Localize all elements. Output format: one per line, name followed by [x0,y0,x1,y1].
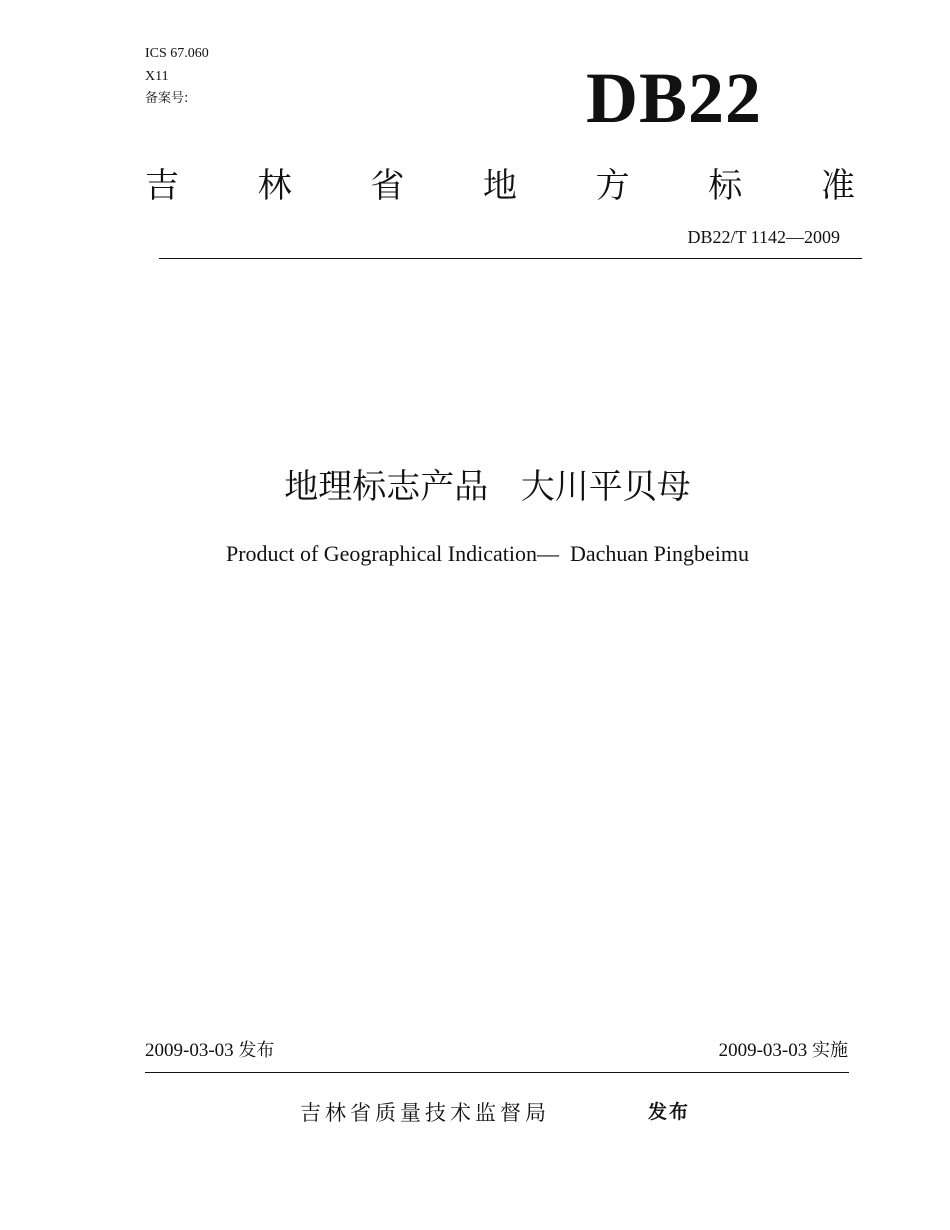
top-divider [159,258,862,259]
standard-type-char: 准 [820,166,855,206]
standard-type-char: 方 [595,166,630,206]
standard-code-heading: DB22 [586,58,763,138]
ics-code: ICS 67.060 [145,46,209,61]
standard-type-char: 省 [370,166,405,206]
standard-type-char: 吉 [145,166,179,206]
implementation-date-line [719,1039,848,1063]
standard-type-char: 标 [708,166,743,206]
classification-code: X11 [145,69,169,84]
issue-label: 发布 [238,1040,275,1061]
publisher-action: 发布 [648,1101,691,1123]
standard-type-title [145,162,855,210]
standard-number: DB22/T 1142—2009 [687,227,840,247]
standard-type-char: 林 [257,166,292,206]
issue-date-line [145,1039,274,1063]
issue-date: 2009-03-03 [145,1040,234,1061]
implementation-date: 2009-03-03 [718,1040,808,1061]
record-number-label: 备案号: [145,91,189,106]
implementation-label: 实施 [812,1040,848,1061]
document-title-english: Product of Geographical Indication— Dachuan Pingbeimu [226,541,749,566]
document-title-chinese: 地理标志产品 大川平贝母 [284,467,691,507]
standard-type-char: 地 [482,166,517,206]
bottom-divider [145,1072,849,1073]
publisher-name: 吉林省质量技术监督局 [300,1101,550,1125]
